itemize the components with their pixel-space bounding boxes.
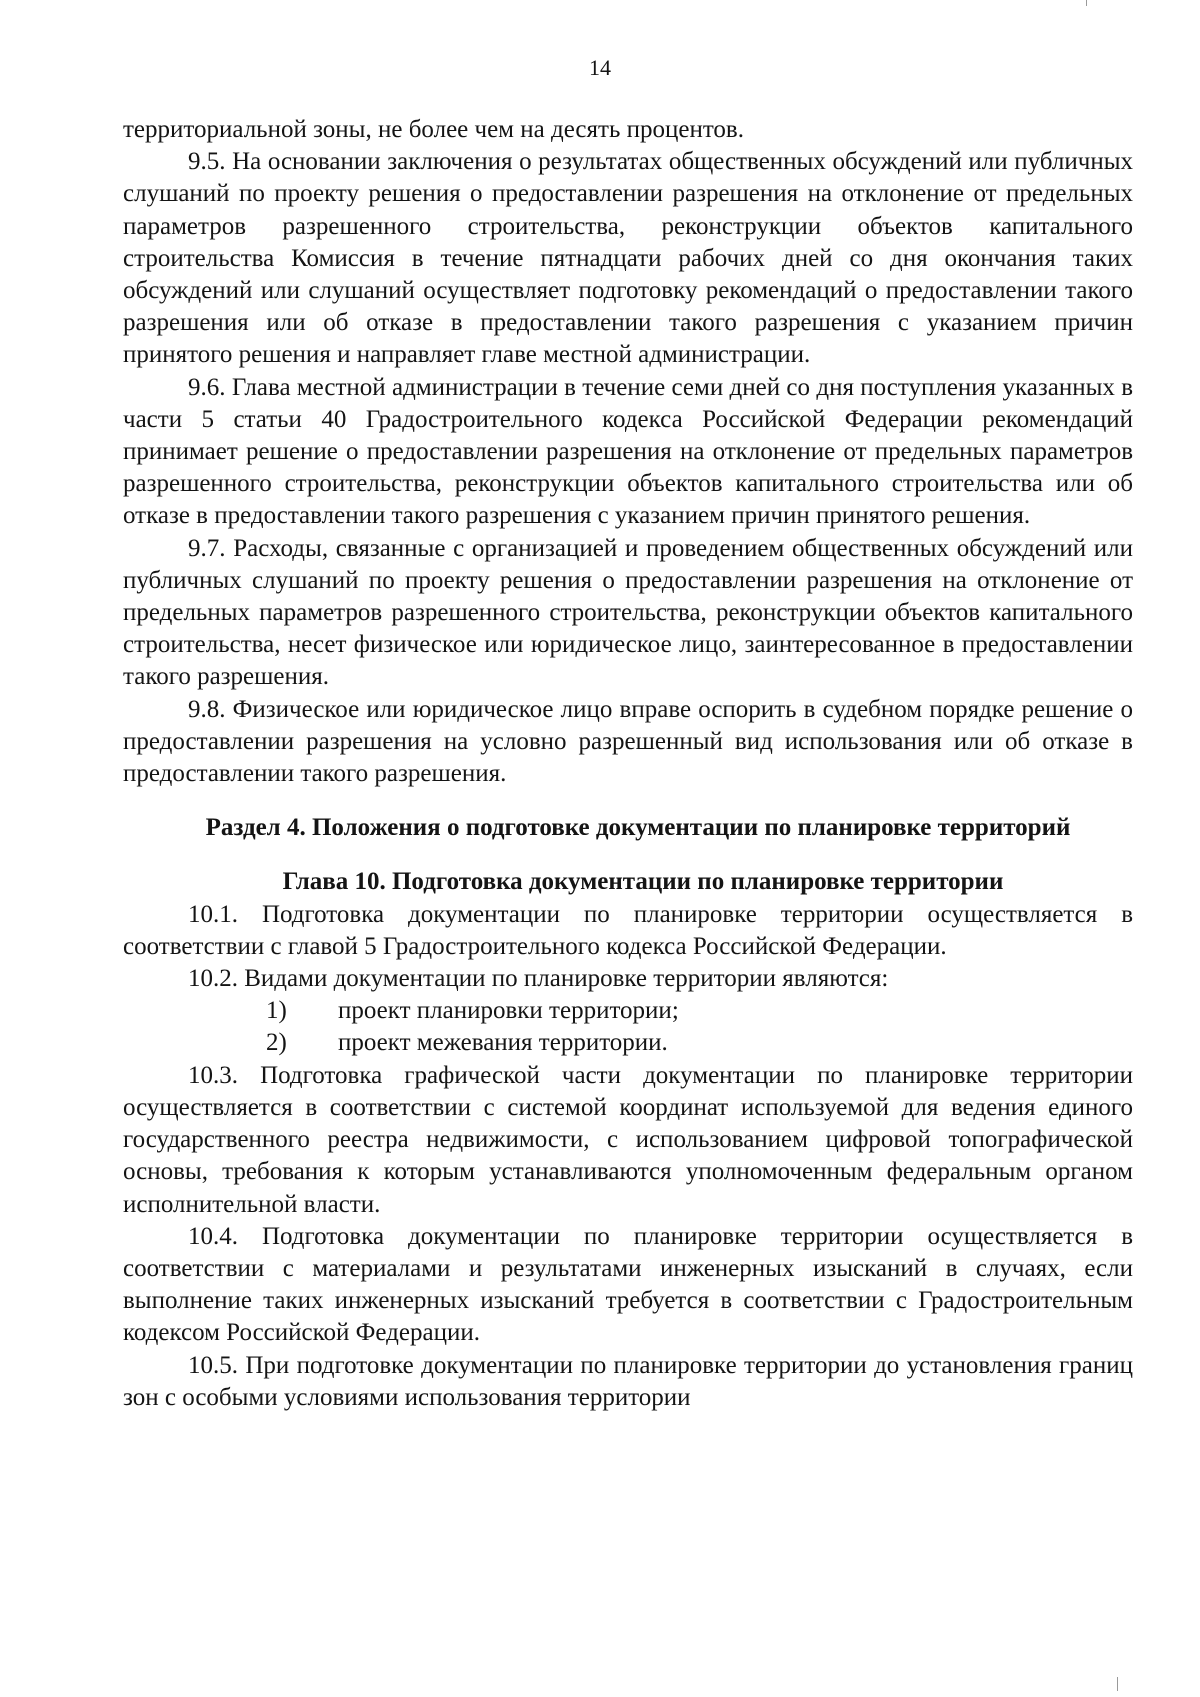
paragraph-text: На основании заключения о результатах общественных обсуждений или публичных слушаний по проекту решения о предоставлении разрешения на отклонение от предельных параметров разрешенного строительства, реконструкции объектов капитального строительства Комиссия в течение пятнадцати рабочих дней со дня окончания таких обсуждений или слушаний осуществляет подготовку рекомендаций о предоставлении такого разрешения или об отказе в предоставлении такого разрешения с указанием причин принятого решения и направляет главе местной администрации. [123,148,1133,369]
page-number: 14 [589,55,611,80]
scan-artifact [1086,0,1087,6]
paragraph-text: Глава местной администрации в течение семи дней со дня поступления указанных в части 5 статьи 40 Градостроительного кодекса Российской Федерации рекомендаций принимает решение о предоставлении разрешения на отклонение от предельных параметров разрешенного строительства, реконструкции объектов капитального строительства или об отказе в предоставлении такого разрешения с указанием причин принятого решения. [123,373,1134,530]
paragraph-text: Подготовка графической части документации по планировке территории осуществляется в соответствии с системой координат используемой для ведения единого государственного реестра недвижимости, с использованием цифровой топографической основы, требования к которым устанавливаются уполномоченным федеральным органом исполнительной власти. [123,1061,1133,1218]
paragraph [123,1350,1133,1414]
scan-artifact [1117,1677,1118,1691]
paragraph-text: Расходы, связанные с организацией и проведением общественных обсуждений или публичных слушаний по проекту решения о предоставлении разрешения на отклонение от предельных параметров разрешенного строительства, реконструкции объектов капитального строительства, несет физическое или юридическое лицо, заинтересованное в предоставлении такого разрешения. [123,534,1133,691]
paragraph-text: Подготовка документации по планировке территории осуществляется в соответствии с главой 5 Градостроительного кодекса Российской Федерации. [123,900,1133,960]
paragraph [123,146,1133,371]
paragraph [123,533,1133,694]
clause-number: 10.2. [188,965,238,993]
paragraph [123,899,1133,963]
list-marker: 2) [266,1029,287,1057]
clause-number: 9.7. [188,534,226,562]
paragraph [123,963,1133,995]
paragraph-text: Физическое или юридическое лицо вправе оспорить в судебном порядке решение о предоставлении разрешения на условно разрешенный вид использования или об отказе в предоставлении такого разрешения. [123,695,1133,788]
clause-number: 9.6. [188,373,226,401]
paragraph-text: Подготовка документации по планировке территории осуществляется в соответствии с материалами и результатами инженерных изысканий в случаях, если выполнение таких инженерных изысканий требуется в соответствии с Градостроительным кодексом Российской Федерации. [123,1222,1133,1347]
document-body [123,114,1133,1414]
list-item-text: проект межевания территории. [338,1029,668,1057]
list-marker: 1) [266,997,287,1025]
list-item-text: проект планировки территории; [338,997,679,1025]
paragraph-text: Видами документации по планировке территории являются: [244,965,889,993]
paragraph [123,372,1133,533]
clause-number: 9.5. [188,148,226,176]
section-heading: Раздел 4. Положения о подготовке документации по планировке территорий [205,814,1071,842]
clause-number: 10.5. [188,1351,238,1379]
paragraph [123,114,1133,146]
paragraph [123,694,1133,791]
list-item [123,995,1133,1027]
list-item [123,1027,1133,1059]
paragraph-text: территориальной зоны, не более чем на десять процентов. [123,116,744,143]
paragraph [123,1060,1133,1221]
clause-number: 10.1. [188,900,238,928]
chapter-heading: Глава 10. Подготовка документации по планировке территории [282,868,1004,896]
clause-number: 10.3. [188,1061,238,1089]
clause-number: 9.8. [188,695,226,723]
paragraph-text: При подготовке документации по планировке территории до установления границ зон с особыми условиями использования территории [123,1351,1134,1411]
paragraph [123,1221,1133,1350]
clause-number: 10.4. [188,1222,238,1250]
